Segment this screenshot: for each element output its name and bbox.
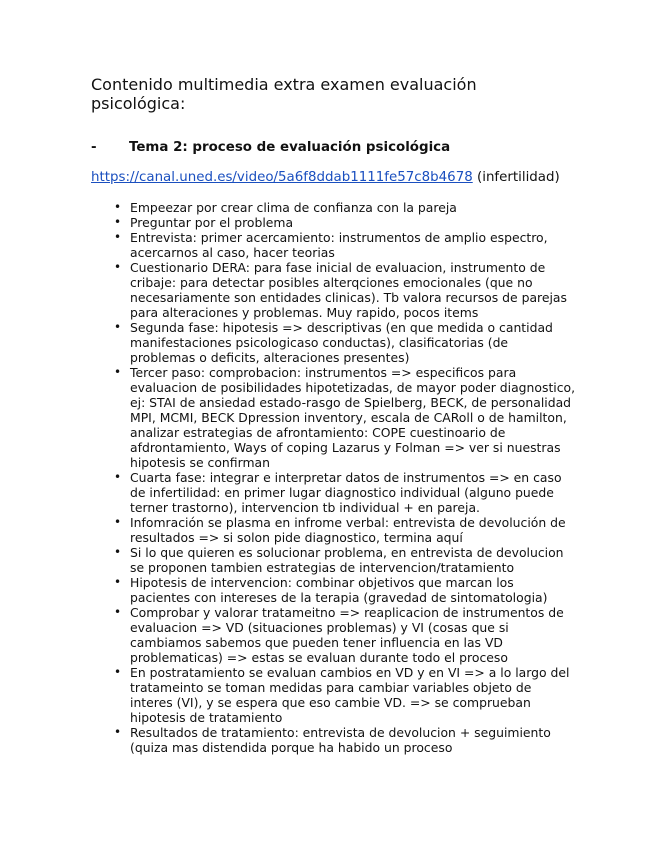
list-item: • Tercer paso: comprobacion: instrumentos => especificos para evaluacion de posibilidades hipotetizadas, de mayor poder diagnostico, ej: STAI de ansiedad estado-rasgo de Spielberg, BECK, de personalidad MPI, MCMI, BECK Dpression inventory, escala de CARoll o de hamilton, analizar estrategias de afrontamiento: COPE cuestinoario de afdrontamiento, Ways of coping Lazarus y Folman => ver si nuestras hipotesis se confirman [91, 365, 576, 470]
list-item: • Segunda fase: hipotesis => descriptivas (en que medida o cantidad manifestaciones psicologicaso conductas), clasificatorias (de problemas o deficits, alteraciones presentes) [91, 320, 576, 365]
list-item: • Cuestionario DERA: para fase inicial de evaluacion, instrumento de cribaje: para detectar posibles alterqciones emocionales (que no necesariamente son entidades clinicas). Tb valora recursos de parejas para alteraciones y problemas. Muy rapido, pocos items [91, 260, 576, 320]
video-link[interactable]: https://canal.uned.es/video/5a6f8ddab1111fe57c8b4678 [91, 170, 473, 185]
video-link-line [91, 170, 571, 186]
link-note: (infertilidad) [477, 170, 560, 185]
list-item: • Preguntar por el problema [91, 215, 576, 230]
section-dash: - [91, 140, 97, 155]
list-item: • Empeezar por crear clima de confianza con la pareja [91, 200, 576, 215]
list-item: • Cuarta fase: integrar e interpretar datos de instrumentos => en caso de infertilidad: en primer lugar diagnostico individual (alguno puede terner trastorno), intervencion tb individual + en pareja. [91, 470, 576, 515]
bullet-list [91, 200, 576, 755]
section-heading [91, 140, 571, 156]
list-item: • Comprobar y valorar tratameitno => reaplicacion de instrumentos de evaluacion => VD (situaciones problemas) y VI (cosas que si cambiamos sabemos que pueden tener influencia en las VD problematicas) => estas se evaluan durante todo el proceso [91, 605, 576, 665]
list-item: • Infomración se plasma en infrome verbal: entrevista de devolución de resultados => si solon pide diagnostico, termina aquí [91, 515, 576, 545]
section-title: Tema 2: proceso de evaluación psicológica [129, 140, 451, 155]
list-item: • En postratamiento se evaluan cambios en VD y en VI => a lo largo del tratameinto se toman medidas para cambiar variables objeto de interes (VI), y se espera que eso cambie VD. => se comprueban hipotesis de tratamiento [91, 665, 576, 725]
list-item: • Resultados de tratamiento: entrevista de devolucion + seguimiento (quiza mas distendida porque ha habido un proceso [91, 725, 576, 755]
list-item: • Hipotesis de intervencion: combinar objetivos que marcan los pacientes con intereses de la terapia (gravedad de sintomatologia) [91, 575, 576, 605]
list-item: • Si lo que quieren es solucionar problema, en entrevista de devolucion se proponen tambien estrategias de intervencion/tratamiento [91, 545, 576, 575]
list-item: • Entrevista: primer acercamiento: instrumentos de amplio espectro, acercarnos al caso, hacer teorias [91, 230, 576, 260]
document-title: Contenido multimedia extra examen evaluación psicológica: [91, 75, 477, 113]
